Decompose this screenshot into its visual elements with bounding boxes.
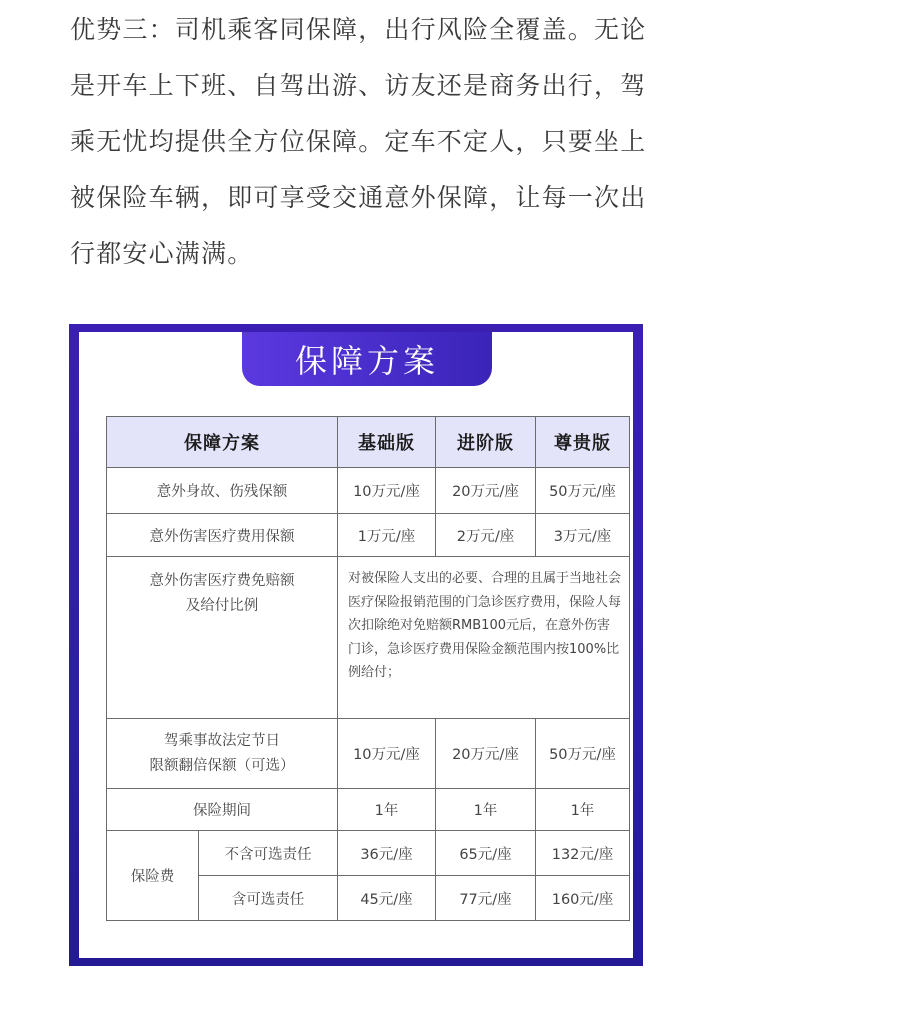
row-label: 意外身故、伤残保额 bbox=[107, 468, 338, 514]
cell-value: 50万元/座 bbox=[536, 719, 630, 789]
cell-value: 1年 bbox=[536, 789, 630, 831]
intro-paragraph: 优势三：司机乘客同保障，出行风险全覆盖。无论是开车上下班、自驾出游、访友还是商务出行，驾乘无忧均提供全方位保障。定车不定人，只要坐上被保险车辆，即可享受交通意外保障，让每一次出行都安心满满。 bbox=[70, 15, 647, 268]
table-row bbox=[107, 557, 630, 719]
plan-title-tab bbox=[242, 332, 492, 386]
cell-value: 45元/座 bbox=[338, 876, 436, 921]
header-plan: 保障方案 bbox=[107, 417, 338, 468]
cell-value: 10万元/座 bbox=[338, 468, 436, 514]
plan-card bbox=[69, 324, 643, 966]
cell-value: 77元/座 bbox=[436, 876, 536, 921]
table-row bbox=[107, 831, 630, 876]
cell-value: 1万元/座 bbox=[338, 514, 436, 557]
row-label-line1: 意外伤害医疗费免赔额 bbox=[149, 573, 295, 589]
coverage-table bbox=[106, 416, 630, 921]
row-label bbox=[107, 557, 338, 719]
header-advanced: 进阶版 bbox=[436, 417, 536, 468]
row-label: 意外伤害医疗费用保额 bbox=[107, 514, 338, 557]
cell-value: 10万元/座 bbox=[338, 719, 436, 789]
cell-value: 20万元/座 bbox=[436, 468, 536, 514]
cell-value: 1年 bbox=[436, 789, 536, 831]
plan-title: 保障方案 bbox=[294, 342, 439, 380]
cell-value: 3万元/座 bbox=[536, 514, 630, 557]
table-row bbox=[107, 468, 630, 514]
row-label-line2: 限额翻倍保额（可选） bbox=[149, 757, 295, 774]
cell-value: 36元/座 bbox=[338, 831, 436, 876]
cell-value: 1年 bbox=[338, 789, 436, 831]
row-label-line2: 及给付比例 bbox=[185, 598, 259, 614]
table-row bbox=[107, 789, 630, 831]
premium-sublabel: 含可选责任 bbox=[199, 876, 338, 921]
header-premium: 尊贵版 bbox=[536, 417, 630, 468]
cell-value: 132元/座 bbox=[536, 831, 630, 876]
row-label: 保险期间 bbox=[107, 789, 338, 831]
table-row bbox=[107, 719, 630, 789]
table-header-row bbox=[107, 417, 630, 468]
plan-panel bbox=[79, 332, 633, 958]
premium-sublabel: 不含可选责任 bbox=[199, 831, 338, 876]
header-basic: 基础版 bbox=[338, 417, 436, 468]
row-label bbox=[107, 719, 338, 789]
table-row bbox=[107, 514, 630, 557]
cell-value: 160元/座 bbox=[536, 876, 630, 921]
cell-value: 50万元/座 bbox=[536, 468, 630, 514]
cell-value: 65元/座 bbox=[436, 831, 536, 876]
deductible-description: 对被保险人支出的必要、合理的且属于当地社会医疗保险报销范围的门急诊医疗费用，保险人每次扣除绝对免赔额RMB100元后，在意外伤害门诊，急诊医疗费用保险金额范围内按100%比例给付； bbox=[338, 557, 630, 719]
cell-value: 2万元/座 bbox=[436, 514, 536, 557]
cell-value: 20万元/座 bbox=[436, 719, 536, 789]
row-label-line1: 驾乘事故法定节日 bbox=[164, 732, 280, 749]
premium-label: 保险费 bbox=[107, 831, 199, 921]
